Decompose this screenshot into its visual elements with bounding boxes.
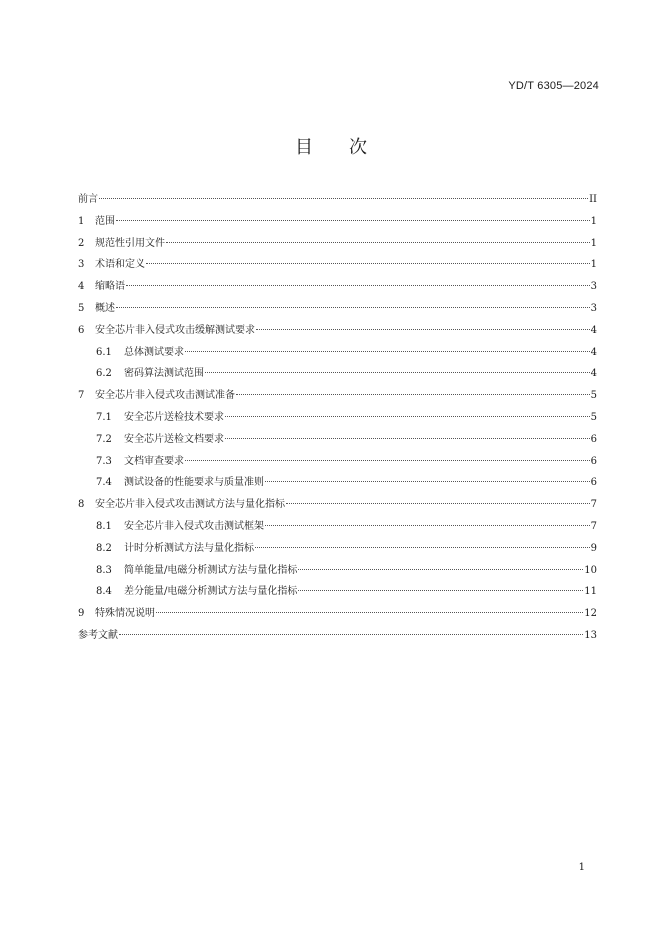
dot-leader	[126, 285, 590, 286]
toc-entry-page: 11	[584, 586, 597, 598]
dot-leader	[225, 416, 590, 417]
toc-entry-page: 7	[590, 520, 597, 532]
toc-entry[interactable]	[78, 472, 597, 494]
page-number: 1	[578, 862, 585, 873]
toc-entry-label: 前言	[78, 194, 98, 205]
toc-entry[interactable]	[78, 516, 597, 538]
dot-leader	[255, 547, 590, 548]
toc-entry-label: 术语和定义	[95, 259, 145, 271]
toc-entry-page: 3	[590, 281, 597, 293]
toc-entry-page: 6	[590, 433, 597, 445]
toc-entry-number: 5	[78, 302, 85, 314]
toc-entry-number: 3	[78, 259, 85, 271]
dot-leader	[99, 198, 588, 199]
toc-entry-number: 7.4	[96, 477, 112, 489]
toc-entry[interactable]	[78, 494, 597, 516]
toc-entry-number: 8.3	[96, 564, 112, 576]
standard-code: YD/T 6305—2024	[508, 80, 599, 92]
toc-entry[interactable]	[78, 603, 597, 625]
toc-entry[interactable]	[78, 189, 597, 211]
toc-entry-label: 密码算法测试范围	[124, 368, 204, 380]
dot-leader	[236, 394, 590, 395]
dot-leader	[205, 372, 590, 373]
toc-entry-number: 1	[78, 215, 85, 227]
toc-entry-page: 5	[590, 411, 597, 423]
toc-entry-page: 3	[590, 302, 597, 314]
dot-leader	[265, 525, 590, 526]
toc-entry-number: 7	[78, 390, 85, 402]
toc-entry-page: 1	[590, 237, 597, 249]
toc-entry-label: 安全芯片非入侵式攻击测试方法与量化指标	[95, 499, 285, 511]
dot-leader	[298, 569, 583, 570]
toc-entry[interactable]	[78, 385, 597, 407]
toc-entry-number: 7.1	[96, 411, 112, 423]
toc-entry-label: 测试设备的性能要求与质量准则	[124, 477, 264, 489]
toc-entry-page: 7	[590, 499, 597, 511]
toc-entry-page: 5	[590, 390, 597, 402]
toc-entry-page: 6	[590, 477, 597, 489]
toc-entry-number: 8	[78, 499, 85, 511]
dot-leader	[298, 590, 583, 591]
toc-entry-page: 4	[590, 368, 597, 380]
toc-entry-page: 13	[584, 629, 597, 641]
toc-entry[interactable]	[78, 581, 597, 603]
toc-entry[interactable]	[78, 211, 597, 233]
toc-entry-number: 8.4	[96, 586, 112, 598]
toc-entry[interactable]	[78, 320, 597, 342]
toc-entry-page: 4	[590, 346, 597, 358]
toc-entry-page: 9	[590, 542, 597, 554]
toc-entry[interactable]	[78, 407, 597, 429]
toc-entry-number: 9	[78, 608, 85, 620]
toc-entry[interactable]	[78, 451, 597, 473]
dot-leader	[225, 438, 590, 439]
toc-entry-label: 文档审查要求	[124, 455, 184, 467]
toc-entry[interactable]	[78, 342, 597, 364]
dot-leader	[156, 612, 583, 613]
dot-leader	[185, 460, 590, 461]
dot-leader	[185, 351, 590, 352]
toc-entry-label: 简单能量/电磁分析测试方法与量化指标	[124, 564, 298, 576]
toc-entry[interactable]	[78, 560, 597, 582]
toc-entry-label: 安全芯片非入侵式攻击缓解测试要求	[95, 324, 255, 336]
toc-entry-page: 4	[590, 324, 597, 336]
dot-leader	[146, 263, 590, 264]
toc-entry-page: II	[589, 194, 597, 205]
toc-entry-page: 6	[590, 455, 597, 467]
dot-leader	[116, 307, 590, 308]
toc-entry-label: 参考文献	[78, 629, 118, 641]
toc-entry-label: 安全芯片送检技术要求	[124, 411, 224, 423]
toc-entry-label: 安全芯片非入侵式攻击测试准备	[95, 390, 235, 402]
dot-leader	[119, 634, 583, 635]
toc-entry-page: 1	[590, 259, 597, 271]
toc-entry[interactable]	[78, 538, 597, 560]
toc-entry[interactable]	[78, 625, 597, 647]
toc-entry-number: 7.3	[96, 455, 112, 467]
dot-leader	[256, 329, 590, 330]
toc-entry-label: 特殊情况说明	[95, 608, 155, 620]
toc-entry-label: 概述	[95, 302, 115, 314]
toc-entry-label: 总体测试要求	[124, 346, 184, 358]
toc-entry-number: 6.1	[96, 346, 112, 358]
toc-entry-label: 范围	[95, 215, 115, 227]
toc-entry-number: 7.2	[96, 433, 112, 445]
toc-entry-label: 安全芯片非入侵式攻击测试框架	[124, 520, 264, 532]
toc-entry[interactable]	[78, 429, 597, 451]
toc-entry[interactable]	[78, 233, 597, 255]
page-title: 目次	[295, 137, 403, 158]
toc-entry-page: 10	[584, 564, 597, 576]
dot-leader	[286, 503, 590, 504]
toc-entry-label: 计时分析测试方法与量化指标	[124, 542, 254, 554]
toc-entry-label: 缩略语	[95, 281, 125, 293]
toc-entry-number: 2	[78, 237, 85, 249]
dot-leader	[265, 481, 590, 482]
dot-leader	[116, 220, 590, 221]
table-of-contents	[78, 189, 597, 647]
toc-entry-page: 12	[584, 608, 597, 620]
toc-entry[interactable]	[78, 276, 597, 298]
toc-entry-label: 安全芯片送检文档要求	[124, 433, 224, 445]
toc-entry-number: 8.1	[96, 520, 112, 532]
toc-entry-number: 6	[78, 324, 85, 336]
toc-entry-number: 6.2	[96, 368, 112, 380]
toc-entry-label: 差分能量/电磁分析测试方法与量化指标	[124, 586, 298, 598]
toc-entry-number: 8.2	[96, 542, 112, 554]
toc-entry[interactable]	[78, 254, 597, 276]
toc-entry[interactable]	[78, 298, 597, 320]
dot-leader	[166, 242, 590, 243]
toc-entry[interactable]	[78, 363, 597, 385]
toc-entry-number: 4	[78, 281, 85, 293]
toc-entry-page: 1	[590, 215, 597, 227]
toc-entry-label: 规范性引用文件	[95, 237, 165, 249]
